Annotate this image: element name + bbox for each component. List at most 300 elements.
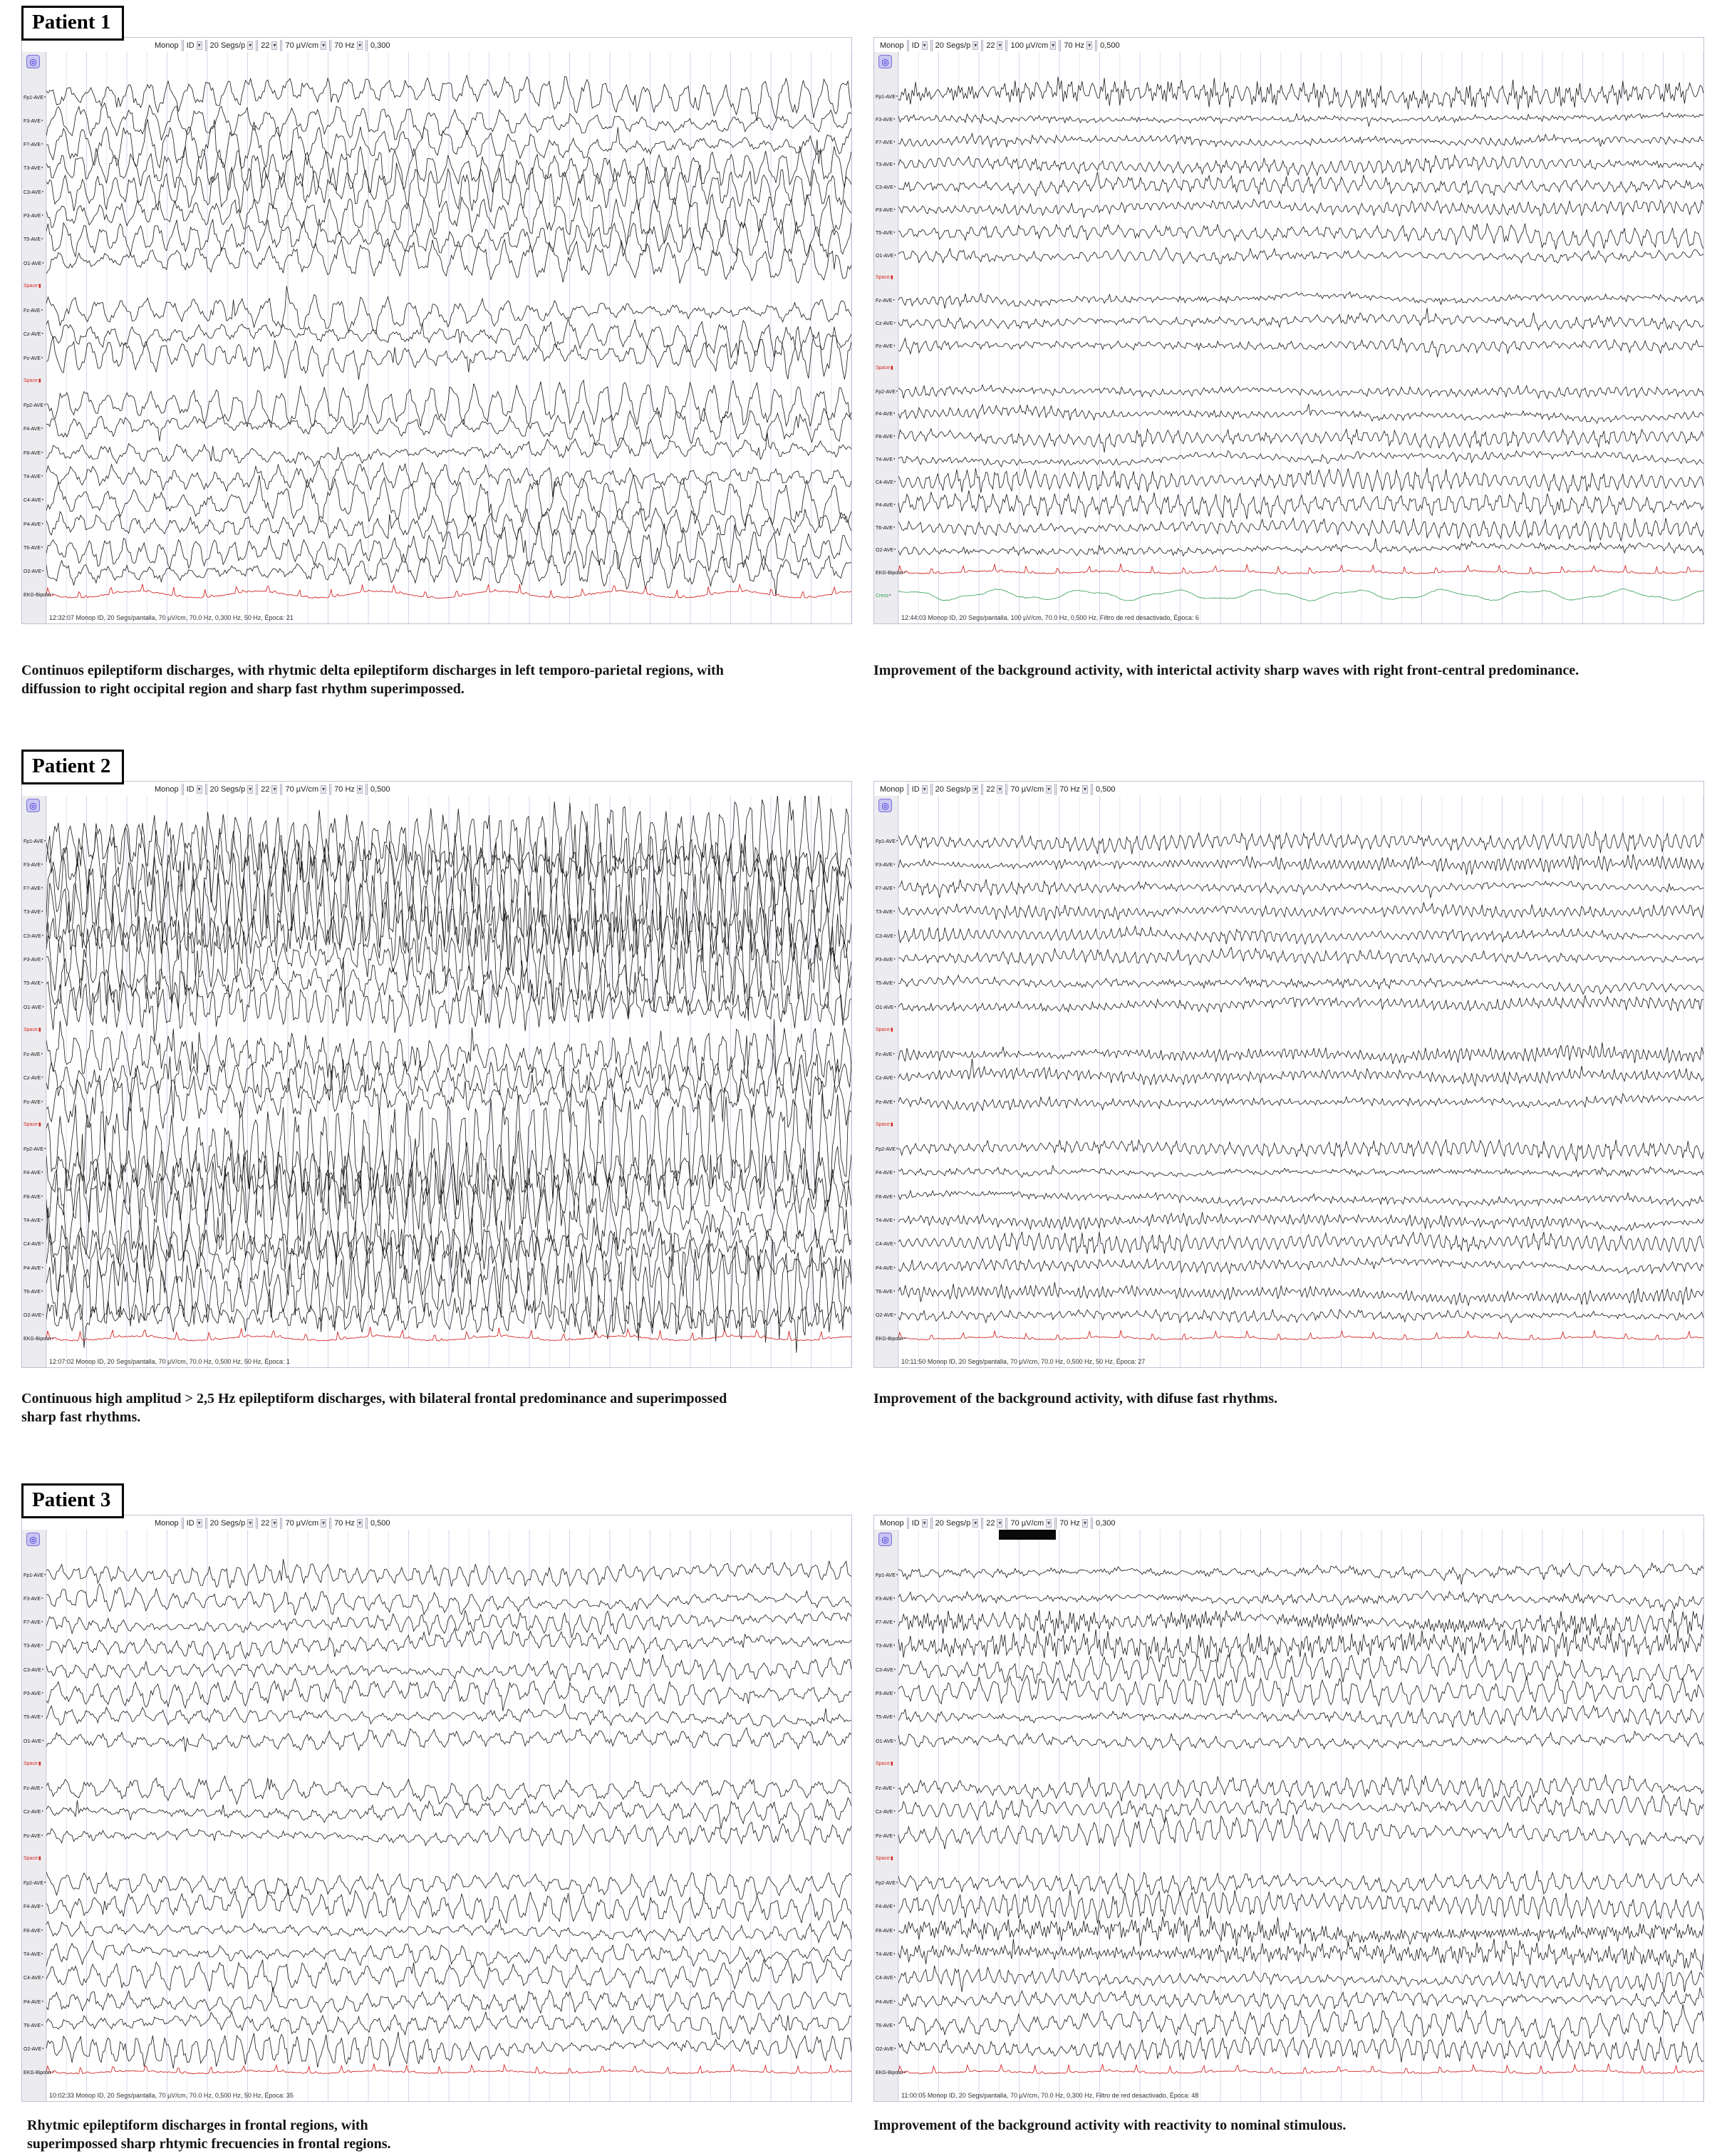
- channel-label-text: EKG-Bipolar: [24, 2071, 51, 2076]
- toolbar-timebase-value: 20 Segs/p: [935, 1518, 971, 1528]
- channel-dot-icon: ●: [41, 1288, 43, 1292]
- toolbar-hf-value: 70 Hz: [334, 1518, 355, 1528]
- channel-label-f3-ave: [24, 861, 43, 869]
- channel-label-text: Fp2-AVE: [24, 1147, 43, 1153]
- channel-label-text: F7-AVE: [876, 140, 893, 145]
- channel-label-o2-ave: [24, 1312, 44, 1319]
- panel-toolbar: [152, 1516, 393, 1530]
- toolbar-montage-value: 22: [261, 1518, 270, 1528]
- channel-dot-icon: ●: [893, 457, 896, 461]
- channel-label-f4-ave: [24, 1169, 43, 1176]
- toolbar-hf-value: 70 Hz: [1064, 41, 1085, 50]
- toolbar-montage[interactable]: [256, 784, 280, 795]
- channel-dot-icon: ●: [903, 2070, 906, 2074]
- channel-dot-icon: ●: [41, 142, 43, 146]
- channel-label-t6-ave: [876, 524, 895, 532]
- channel-label-t5-ave: [876, 1714, 895, 1721]
- channel-dot-icon: ●: [41, 1193, 43, 1198]
- channel-label-text: Fz-AVE: [24, 1052, 41, 1058]
- channel-label-text: C3-AVE: [876, 933, 893, 939]
- channel-dot-icon: ●: [893, 502, 896, 506]
- channel-label-t4-ave: [876, 456, 895, 463]
- channel-label-t3-ave: [876, 1642, 895, 1649]
- channel-label-o2-ave: [876, 546, 896, 554]
- space-marker-icon: ▮: [38, 1855, 41, 1861]
- caption-cell: [873, 1389, 1704, 1427]
- channel-label-text: Space: [876, 365, 890, 370]
- channel-label-o1-ave: [24, 1004, 44, 1011]
- dropdown-arrow-icon[interactable]: ▾: [974, 1519, 977, 1526]
- channel-label-p3-ave: [876, 207, 896, 214]
- toolbar-id[interactable]: [182, 40, 205, 51]
- toolbar-timebase-value: 20 Segs/p: [935, 784, 971, 794]
- channel-label-fp1-ave: [24, 94, 46, 101]
- dropdown-arrow-icon[interactable]: ▾: [1047, 785, 1051, 792]
- channel-dot-icon: ●: [41, 355, 43, 359]
- channel-dot-icon: ●: [41, 1999, 43, 2003]
- channel-label-p4-ave: [876, 1265, 896, 1272]
- channel-label-c4-ave: [876, 1974, 896, 1981]
- channel-label-f4-ave: [24, 425, 43, 432]
- dropdown-arrow-icon[interactable]: ▾: [322, 1519, 326, 1526]
- patient-2-eeg-before: [21, 781, 852, 1368]
- toolbar-timebase[interactable]: [930, 40, 982, 51]
- dropdown-arrow-icon[interactable]: ▾: [273, 1519, 276, 1526]
- dropdown-arrow-icon[interactable]: ▾: [974, 785, 977, 792]
- channel-dot-icon: ●: [893, 1691, 896, 1694]
- patient-2-caption-before: Continuous high amplitud > 2,5 Hz epileptiform discharges, with bilateral frontal predominance and superimpossed sharp fast rhythms.: [21, 1391, 727, 1426]
- channel-label-p3-ave: [24, 212, 43, 219]
- channel-label-text: EKG-Bipolar: [24, 593, 51, 598]
- channel-label-f7-ave: [24, 141, 43, 148]
- channel-dot-icon: ●: [893, 980, 896, 985]
- channel-label-text: T3-AVE: [24, 166, 41, 172]
- toolbar-timebase[interactable]: [205, 784, 256, 795]
- toolbar-hf-value: 70 Hz: [1059, 1518, 1080, 1528]
- toolbar-sensitivity[interactable]: [280, 1518, 329, 1529]
- toolbar-monop: [877, 784, 907, 795]
- panel-mode-button[interactable]: ◎: [878, 1533, 892, 1546]
- space-marker-icon: ▮: [890, 1855, 893, 1861]
- caption-cell: [21, 661, 852, 699]
- channel-label-space: [876, 1122, 893, 1128]
- channel-label-text: C4-AVE: [876, 1242, 893, 1248]
- channel-label-text: F4-AVE: [24, 427, 41, 432]
- channel-label-text: O2-AVE: [876, 1313, 894, 1319]
- channel-label-cz-ave: [24, 1808, 43, 1815]
- channel-dot-icon: ●: [893, 1999, 896, 2003]
- dropdown-arrow-icon[interactable]: ▾: [998, 1519, 1002, 1526]
- channel-label-t5-ave: [876, 980, 895, 987]
- channel-label-text: Pz-AVE: [24, 1833, 41, 1839]
- channel-dot-icon: ●: [41, 957, 43, 960]
- channel-label-p4-ave: [876, 502, 896, 509]
- dropdown-arrow-icon[interactable]: ▾: [249, 1519, 252, 1526]
- channel-label-text: Fz-AVE: [24, 1786, 41, 1792]
- channel-label-text: Fp2-AVE: [876, 389, 896, 395]
- channel-dot-icon: ●: [893, 1218, 896, 1221]
- toolbar-lf-value: 0,300: [1095, 1518, 1116, 1528]
- channel-dot-icon: ●: [42, 1004, 44, 1008]
- dropdown-arrow-icon[interactable]: ▾: [998, 785, 1002, 792]
- channel-dot-icon: ●: [894, 547, 896, 551]
- channel-dot-icon: ●: [41, 1619, 43, 1624]
- dropdown-arrow-icon[interactable]: ▾: [923, 785, 926, 792]
- toolbar-monop: [152, 1518, 182, 1529]
- channel-label-fz-ave: [24, 1785, 43, 1792]
- channel-label-text: P4-AVE: [876, 1999, 893, 2005]
- channel-sidebar: [874, 796, 906, 1367]
- channel-sidebar: [874, 1530, 906, 2101]
- toolbar-hf[interactable]: [329, 1518, 365, 1529]
- channel-label-text: F7-AVE: [876, 1620, 893, 1626]
- channel-label-f7-ave: [876, 1619, 895, 1626]
- channel-dot-icon: ●: [893, 1241, 896, 1245]
- channel-dot-icon: ●: [893, 207, 896, 212]
- channel-dot-icon: ●: [893, 139, 896, 143]
- channel-label-cz-ave: [876, 320, 896, 327]
- channel-label-text: Fp1-AVE: [876, 839, 896, 844]
- channel-label-space: [876, 1027, 893, 1033]
- toolbar-timebase[interactable]: [205, 1518, 256, 1529]
- channel-label-fp1-ave: [24, 1572, 46, 1579]
- channel-label-text: O2-AVE: [876, 548, 894, 554]
- channel-label-text: F8-AVE: [876, 1928, 893, 1934]
- channel-label-space: [24, 1027, 41, 1033]
- dropdown-arrow-icon[interactable]: ▾: [1047, 1519, 1051, 1526]
- channel-dot-icon: ●: [41, 450, 43, 454]
- channel-label-t3-ave: [876, 908, 895, 916]
- dropdown-arrow-icon[interactable]: ▾: [923, 41, 926, 48]
- toolbar-hf[interactable]: [329, 40, 365, 51]
- panel-toolbar: [152, 38, 393, 52]
- channel-label-f3-ave: [876, 861, 895, 869]
- channel-label-text: T3-AVE: [876, 910, 893, 916]
- channel-label-text: T6-AVE: [24, 545, 41, 551]
- channel-dot-icon: ●: [893, 1265, 896, 1269]
- channel-label-text: Space: [24, 1027, 38, 1032]
- channel-label-text: O2-AVE: [24, 569, 42, 575]
- channel-label-text: Cress: [876, 594, 889, 599]
- patient-2-captions: [21, 1389, 1704, 1427]
- toolbar-monop: [877, 40, 907, 51]
- dropdown-arrow-icon[interactable]: ▾: [1083, 785, 1086, 792]
- caption-cell: [873, 661, 1704, 699]
- dropdown-arrow-icon[interactable]: ▾: [1083, 1519, 1086, 1526]
- channel-label-text: P3-AVE: [876, 1691, 893, 1696]
- channel-label-text: F4-AVE: [876, 412, 893, 418]
- channel-label-p3-ave: [24, 956, 43, 963]
- channel-dot-icon: ●: [893, 1809, 896, 1813]
- channel-dot-icon: ●: [41, 521, 43, 525]
- caption-cell: [873, 2116, 1704, 2154]
- channel-dot-icon: ●: [893, 321, 896, 325]
- toolbar-id-value: ID: [186, 41, 194, 50]
- channel-label-t3-ave: [24, 165, 43, 172]
- channel-label-text: O1-AVE: [876, 1738, 894, 1744]
- toolbar-sensitivity[interactable]: [280, 784, 329, 795]
- channel-label-c3-ave: [876, 1667, 896, 1674]
- channel-label-t5-ave: [24, 1714, 43, 1721]
- toolbar-hf[interactable]: [1054, 1518, 1091, 1529]
- channel-label-t3-ave: [876, 161, 895, 168]
- channel-label-text: Pz-AVE: [876, 1833, 893, 1839]
- toolbar-lf-value: 0,500: [1095, 784, 1116, 794]
- channel-label-text: EKG-Bipolar: [24, 1337, 51, 1342]
- toolbar-id[interactable]: [182, 784, 205, 795]
- channel-label-text: Fp1-AVE: [24, 839, 43, 844]
- channel-label-text: Fp2-AVE: [24, 403, 43, 409]
- dropdown-arrow-icon[interactable]: ▾: [273, 785, 276, 792]
- channel-dot-icon: ●: [893, 1833, 896, 1837]
- channel-label-text: P3-AVE: [24, 958, 41, 963]
- dropdown-arrow-icon[interactable]: ▾: [197, 785, 201, 792]
- toolbar-sensitivity-value: 70 µV/cm: [285, 784, 319, 794]
- channel-dot-icon: ●: [903, 1336, 906, 1340]
- status-line: 12:07:02 Monop ID, 20 Segs/pantalla, 70 µV/cm, 70.0 Hz, 0,500 Hz, 50 Hz, Época: 1: [49, 1358, 290, 1365]
- channel-label-text: T4-AVE: [24, 1218, 41, 1223]
- dropdown-arrow-icon[interactable]: ▾: [923, 1519, 926, 1526]
- channel-label-t5-ave: [24, 236, 43, 243]
- channel-sidebar: [22, 1530, 54, 2101]
- channel-label-c4-ave: [876, 479, 896, 486]
- channel-label-text: F8-AVE: [24, 450, 41, 456]
- channel-dot-icon: ●: [43, 1572, 46, 1576]
- patient-2-eeg-after: [873, 781, 1704, 1368]
- toolbar-sensitivity-value: 70 µV/cm: [1010, 784, 1044, 794]
- dropdown-arrow-icon[interactable]: ▾: [197, 41, 201, 48]
- channel-dot-icon: ●: [41, 1052, 43, 1056]
- channel-label-ekg-bipolar: [876, 1335, 906, 1342]
- channel-label-f8-ave: [24, 450, 43, 457]
- panel-mode-button[interactable]: ◎: [878, 55, 892, 68]
- channel-dot-icon: ●: [893, 343, 896, 347]
- space-marker-icon: ▮: [38, 283, 41, 289]
- toolbar-id[interactable]: [907, 40, 930, 51]
- channel-dot-icon: ●: [893, 1952, 896, 1955]
- patient-1-label: Patient 1: [21, 6, 124, 41]
- channel-dot-icon: ●: [889, 593, 891, 597]
- toolbar-lf-value: 0,500: [1100, 41, 1120, 50]
- channel-label-f4-ave: [24, 1903, 43, 1910]
- toolbar-timebase[interactable]: [930, 784, 982, 795]
- channel-label-f3-ave: [876, 116, 895, 123]
- toolbar-timebase[interactable]: [930, 1518, 982, 1529]
- toolbar-timebase[interactable]: [205, 40, 256, 51]
- channel-label-text: T6-AVE: [876, 1289, 893, 1295]
- channel-dot-icon: ●: [893, 479, 896, 483]
- dropdown-arrow-icon[interactable]: ▾: [249, 41, 252, 48]
- channel-dot-icon: ●: [41, 1667, 44, 1671]
- channel-label-text: Space: [876, 1855, 890, 1861]
- channel-dot-icon: ●: [42, 260, 44, 264]
- channel-sidebar: [22, 52, 54, 623]
- channel-label-text: P4-AVE: [24, 1265, 41, 1271]
- space-marker-icon: ▮: [38, 1027, 41, 1032]
- channel-label-f7-ave: [876, 139, 895, 146]
- channel-dot-icon: ●: [894, 1738, 896, 1742]
- channel-label-f8-ave: [876, 1927, 895, 1934]
- toolbar-monop-value: Monop: [880, 784, 904, 794]
- channel-label-text: T5-AVE: [876, 1715, 893, 1721]
- channel-dot-icon: ●: [893, 1643, 896, 1647]
- channel-dot-icon: ●: [41, 1975, 44, 1979]
- eeg-trace-area: [898, 796, 1703, 1368]
- toolbar-montage[interactable]: [981, 40, 1005, 51]
- status-line: 10:11:50 Monop ID, 20 Segs/pantalla, 70 µV/cm, 70.0 Hz, 0,500 Hz, 50 Hz, Época: 27: [901, 1358, 1146, 1365]
- toolbar-montage[interactable]: [256, 1518, 280, 1529]
- toolbar-hf[interactable]: [1059, 40, 1095, 51]
- toolbar-hf-value: 70 Hz: [1059, 784, 1080, 794]
- channel-label-f3-ave: [24, 118, 43, 125]
- dropdown-arrow-icon[interactable]: ▾: [358, 41, 361, 48]
- dropdown-arrow-icon[interactable]: ▾: [1088, 41, 1091, 48]
- toolbar-sensitivity[interactable]: [1005, 784, 1054, 795]
- toolbar-id[interactable]: [907, 1518, 930, 1529]
- toolbar-id[interactable]: [907, 784, 930, 795]
- channel-label-pz-ave: [24, 1099, 43, 1106]
- channel-label-t3-ave: [24, 1642, 43, 1649]
- channel-dot-icon: ●: [903, 570, 906, 574]
- channel-label-text: T6-AVE: [876, 525, 893, 531]
- channel-label-space: [876, 275, 893, 281]
- toolbar-lf: [1095, 40, 1123, 51]
- channel-dot-icon: ●: [893, 1595, 896, 1600]
- channel-label-c4-ave: [24, 1240, 43, 1248]
- toolbar-montage-value: 22: [986, 41, 995, 50]
- channel-label-text: F8-AVE: [876, 1194, 893, 1200]
- channel-label-text: F7-AVE: [24, 886, 41, 892]
- status-line: 12:32:07 Monop ID, 20 Segs/pantalla, 70 µV/cm, 70.0 Hz, 0,300 Hz, 50 Hz, Época: 21: [49, 614, 294, 621]
- space-marker-icon: ▮: [38, 378, 41, 383]
- toolbar-sensitivity[interactable]: [280, 40, 329, 51]
- channel-label-text: F3-AVE: [876, 1596, 893, 1602]
- toolbar-sensitivity[interactable]: [1005, 1518, 1054, 1529]
- toolbar-lf-value: 0,300: [370, 41, 390, 50]
- panel-mode-button[interactable]: ◎: [26, 55, 40, 68]
- channel-label-f3-ave: [24, 1595, 43, 1602]
- channel-dot-icon: ●: [41, 1075, 43, 1079]
- channel-label-text: F3-AVE: [24, 118, 41, 124]
- dropdown-arrow-icon[interactable]: ▾: [322, 785, 326, 792]
- dropdown-arrow-icon[interactable]: ▾: [998, 41, 1002, 48]
- channel-label-p4-ave: [876, 1999, 896, 2006]
- channel-label-text: Space: [876, 1761, 890, 1766]
- channel-label-f8-ave: [24, 1927, 43, 1934]
- channel-label-t4-ave: [24, 473, 43, 480]
- channel-label-fp1-ave: [876, 1572, 898, 1579]
- channel-label-t5-ave: [24, 980, 43, 987]
- channel-label-fz-ave: [876, 1785, 895, 1792]
- dropdown-arrow-icon[interactable]: ▾: [974, 41, 977, 48]
- channel-label-space: [24, 1856, 41, 1862]
- space-marker-icon: ▮: [890, 1027, 893, 1032]
- channel-label-text: C3-AVE: [24, 933, 41, 939]
- patient-3-label: Patient 3: [21, 1483, 124, 1518]
- channel-label-text: Cz-AVE: [24, 1810, 41, 1815]
- toolbar-montage[interactable]: [256, 40, 280, 51]
- channel-dot-icon: ●: [41, 1643, 43, 1647]
- channel-label-fp1-ave: [876, 838, 898, 845]
- channel-dot-icon: ●: [41, 1218, 43, 1221]
- dropdown-arrow-icon[interactable]: ▾: [249, 785, 252, 792]
- toolbar-hf[interactable]: [1054, 784, 1091, 795]
- panel-mode-button[interactable]: ◎: [878, 799, 892, 812]
- channel-dot-icon: ●: [41, 331, 43, 336]
- channel-label-text: T3-AVE: [24, 1644, 41, 1649]
- channel-label-p3-ave: [24, 1690, 43, 1697]
- toolbar-sensitivity[interactable]: [1005, 40, 1059, 51]
- channel-label-text: EKG-Bipolar: [876, 2071, 903, 2076]
- dropdown-arrow-icon[interactable]: ▾: [273, 41, 276, 48]
- channel-label-text: Space: [876, 1121, 890, 1127]
- channel-dot-icon: ●: [893, 1052, 896, 1056]
- toolbar-hf-value: 70 Hz: [334, 41, 355, 50]
- toolbar-id[interactable]: [182, 1518, 205, 1529]
- channel-label-text: F3-AVE: [876, 862, 893, 868]
- channel-dot-icon: ●: [894, 1004, 896, 1008]
- channel-label-text: Fp1-AVE: [24, 1572, 43, 1578]
- channel-dot-icon: ●: [41, 1595, 43, 1600]
- channel-dot-icon: ●: [893, 886, 896, 890]
- toolbar-montage[interactable]: [981, 784, 1005, 795]
- channel-dot-icon: ●: [894, 1312, 896, 1317]
- channel-dot-icon: ●: [893, 933, 896, 937]
- toolbar-timebase-value: 20 Segs/p: [209, 784, 246, 794]
- dropdown-arrow-icon[interactable]: ▾: [197, 1519, 201, 1526]
- dropdown-arrow-icon[interactable]: ▾: [322, 41, 326, 48]
- channel-label-fp2-ave: [876, 1146, 898, 1153]
- channel-label-text: T4-AVE: [24, 1952, 41, 1957]
- status-line: 12:44:03 Monop ID, 20 Segs/pantalla, 100 µV/cm, 70.0 Hz, 0,500 Hz, Filtro de red desactivado, Época: 6: [901, 614, 1199, 621]
- channel-dot-icon: ●: [893, 1786, 896, 1790]
- channel-label-cz-ave: [24, 1074, 43, 1082]
- panel-mode-button[interactable]: ◎: [26, 1533, 40, 1546]
- toolbar-hf[interactable]: [329, 784, 365, 795]
- channel-label-t5-ave: [876, 229, 895, 237]
- channel-dot-icon: ●: [894, 2046, 896, 2051]
- panel-toolbar: [877, 1516, 1118, 1530]
- toolbar-id-value: ID: [186, 784, 194, 794]
- channel-dot-icon: ●: [41, 2022, 43, 2026]
- channel-label-text: O2-AVE: [876, 2047, 894, 2053]
- channel-label-text: F4-AVE: [876, 1904, 893, 1910]
- channel-dot-icon: ●: [41, 308, 43, 312]
- channel-dot-icon: ●: [42, 569, 44, 573]
- toolbar-monop-value: Monop: [155, 1518, 179, 1528]
- eeg-trace-area: [43, 52, 851, 624]
- channel-dot-icon: ●: [41, 165, 43, 170]
- channel-label-text: Fp1-AVE: [876, 94, 896, 100]
- panel-mode-button[interactable]: ◎: [26, 799, 40, 812]
- dropdown-arrow-icon[interactable]: ▾: [1052, 41, 1055, 48]
- channel-label-cz-ave: [876, 1074, 896, 1082]
- channel-dot-icon: ●: [41, 1099, 43, 1103]
- channel-label-t6-ave: [876, 2022, 895, 2029]
- channel-label-f8-ave: [24, 1193, 43, 1201]
- dropdown-arrow-icon[interactable]: ▾: [358, 785, 361, 792]
- channel-dot-icon: ●: [41, 544, 43, 549]
- dropdown-arrow-icon[interactable]: ▾: [358, 1519, 361, 1526]
- toolbar-monop-value: Monop: [155, 784, 179, 794]
- toolbar-montage[interactable]: [981, 1518, 1005, 1529]
- eeg-trace-area: [43, 1530, 851, 2102]
- channel-label-c3-ave: [876, 184, 896, 191]
- channel-dot-icon: ●: [42, 1738, 44, 1742]
- channel-label-text: P4-AVE: [876, 502, 893, 508]
- channel-sidebar: [22, 796, 54, 1367]
- channel-label-f4-ave: [876, 1169, 895, 1176]
